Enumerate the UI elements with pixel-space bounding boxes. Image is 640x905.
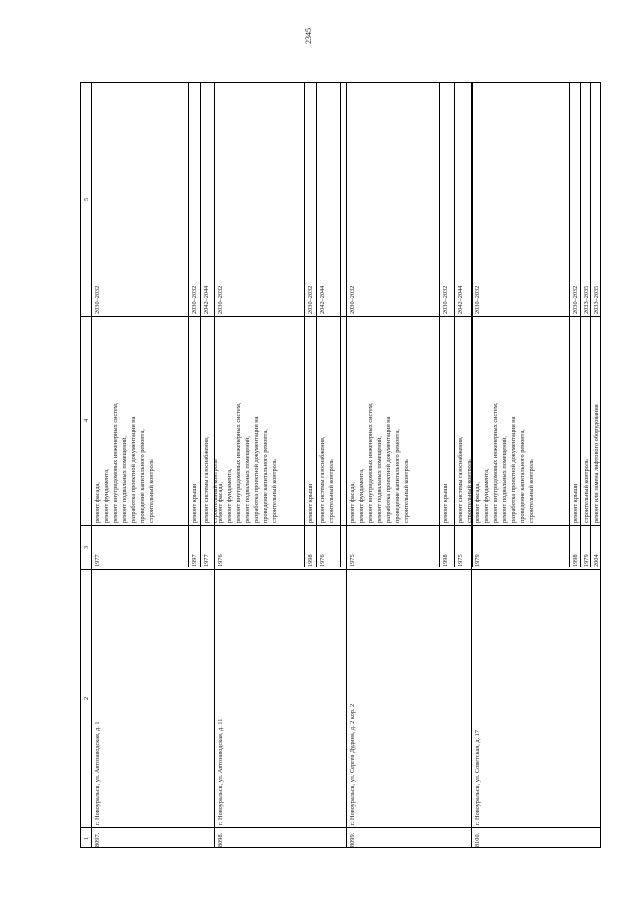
column-header: 3: [83, 545, 90, 549]
item-period: 2030–2032: [217, 285, 224, 314]
item-year: 2004: [593, 554, 600, 567]
item-year: 1977: [94, 554, 101, 567]
item-work: ремонт системы газоснабжения, строительный контроль: [457, 436, 473, 523]
item-work: ремонт крыши: [442, 483, 449, 523]
item-work: ремонт или замена лифтового оборудования: [593, 404, 600, 523]
item-period: 2030–2032: [191, 285, 198, 314]
item-year: 1998: [572, 554, 579, 567]
item-period: 2030–2032: [94, 285, 101, 314]
item-year: 1976: [217, 554, 224, 567]
item-year: 1977: [203, 554, 210, 567]
item-year: 1979: [474, 554, 481, 567]
item-work: строительный контроль: [583, 459, 590, 523]
column-header: 2: [83, 696, 90, 700]
item-period: 2030–2032: [474, 285, 481, 314]
row-address: г. Новоуральск, ул. Сергея Дудина, д. 2 кор. 2: [349, 703, 356, 825]
page-number: 2345: [304, 28, 313, 44]
row-number: 8100.: [474, 832, 481, 847]
row-address: г. Новоуральск, ул. Автозаводская, д. 11: [217, 718, 224, 825]
item-work: ремонт фасада, ремонт фундамента, ремонт внутридомовых инженерных систем, ремонт подвальных помещений, разработка проектной документации на проведение капитального ремонта, строительный контроль: [474, 402, 535, 523]
item-period: 2030–2032: [442, 285, 449, 314]
item-work: ремонт фасада, ремонт фундамента, ремонт внутридомовых инженерных систем, ремонт подвальных помещений, разработка проектной документации на проведение капитального ремонта, строительный контроль: [349, 402, 410, 523]
item-period: 2042–2044: [203, 285, 210, 314]
item-work: ремонт крыши: [307, 483, 314, 523]
column-header: 1: [83, 836, 90, 840]
item-period: 2030–2032: [572, 285, 579, 314]
item-work: ремонт крыши: [572, 483, 579, 523]
item-period: 2030–2032: [307, 285, 314, 314]
item-year: 1998: [442, 554, 449, 567]
item-year: 1997: [191, 554, 198, 567]
data-table: [80, 82, 601, 848]
item-year: 1979: [583, 554, 590, 567]
item-year: 1998: [307, 554, 314, 567]
item-period: 2030–2032: [349, 285, 356, 314]
row-address: г. Новоуральск, ул. Советская, д. 17: [474, 729, 481, 825]
row-number: 8098.: [217, 832, 224, 847]
item-work: ремонт системы газоснабжения, строительный контроль: [319, 436, 335, 523]
row-address: г. Новоуральск, ул. Автозаводская, д. 1: [94, 721, 101, 825]
item-year: 1975: [349, 554, 356, 567]
item-work: ремонт фасада, ремонт фундамента, ремонт внутридомовых инженерных систем, ремонт подвальных помещений, разработка проектной документации на проведение капитального ремонта, строительный контроль: [217, 402, 278, 523]
item-work: ремонт крыши: [191, 483, 198, 523]
item-year: 1976: [319, 554, 326, 567]
item-period: 2033–2035: [583, 285, 590, 314]
item-period: 2042–2044: [457, 285, 464, 314]
item-work: ремонт фасада, ремонт фундамента, ремонт внутридомовых инженерных систем, ремонт подвальных помещений, разработка проектной документации на проведение капитального ремонта, строительный контроль: [94, 402, 155, 523]
column-header: 4: [83, 418, 90, 423]
item-period: 2033–2035: [593, 285, 600, 314]
item-period: 2042–2044: [319, 285, 326, 314]
column-header: 5: [83, 197, 90, 202]
row-number: 8099.: [349, 832, 356, 847]
row-number: 8097.: [94, 832, 101, 847]
item-year: 1975: [457, 554, 464, 567]
item-work: ремонт системы газоснабжения, строительный контроль: [203, 436, 219, 523]
